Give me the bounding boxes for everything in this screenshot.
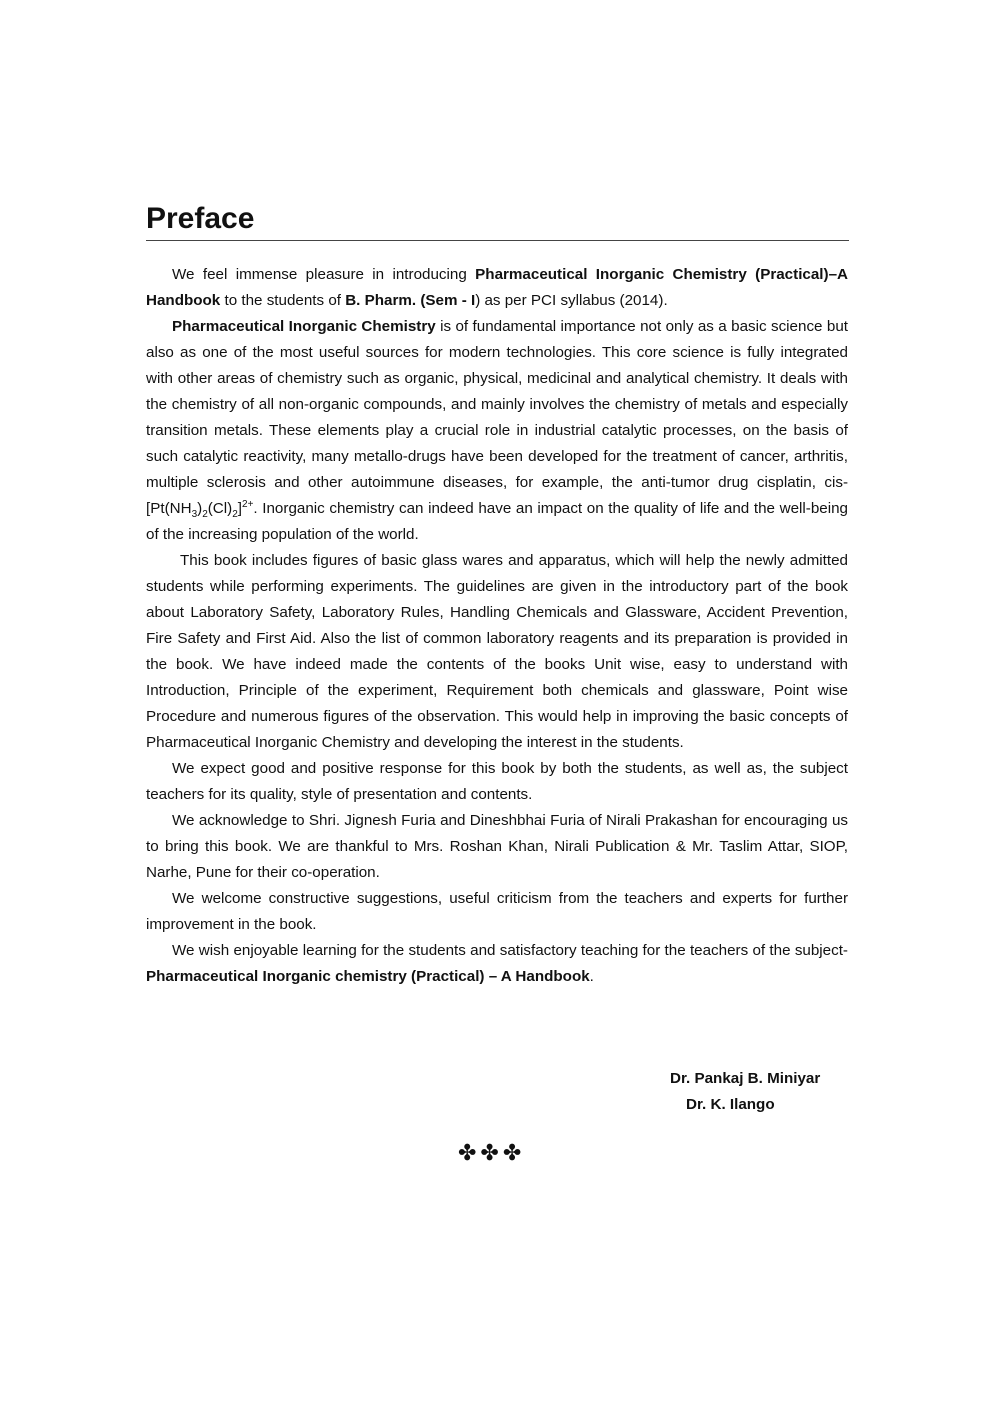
- author-signature: Dr. Pankaj B. Miniyar: [670, 1070, 821, 1087]
- paragraph: [146, 314, 848, 548]
- text-segment: We expect good and positive response for this book by both the students, as well as, the subject teachers for its quality, style of presentation and contents.: [146, 760, 848, 803]
- text-segment: to the students of: [220, 292, 346, 309]
- paragraph: [146, 886, 848, 938]
- text-segment: .: [589, 968, 594, 985]
- author-signature: Dr. K. Ilango: [686, 1096, 775, 1113]
- text-segment: 2: [202, 509, 208, 521]
- text-segment: ]: [237, 500, 243, 517]
- bold-text: B. Pharm. (Sem - I: [345, 292, 476, 309]
- paragraph: [146, 938, 848, 990]
- text-segment: We feel immense pleasure in introducing: [172, 266, 476, 283]
- title-rule: [146, 240, 849, 241]
- text-segment: 3: [191, 509, 198, 521]
- paragraph: [146, 808, 848, 886]
- paragraph: [146, 756, 848, 808]
- text-segment: We wish enjoyable learning for the students and satisfactory teaching for the teachers of the subject-: [172, 942, 848, 959]
- text-segment: We welcome constructive suggestions, useful criticism from the teachers and experts for further improvement in the book.: [146, 890, 848, 933]
- paragraph: [146, 262, 848, 314]
- ornament-icon: ✤✤✤: [458, 1140, 526, 1165]
- bold-text: Pharmaceutical Inorganic Chemistry: [172, 318, 436, 335]
- paragraph: [146, 548, 848, 756]
- text-segment: This book includes figures of basic glass wares and apparatus, which will help the newly admitted students while performing experiments. The guidelines are given in the introductory part of the book about Laboratory Safety, Laboratory Rules, Handling Chemicals and Glassware, Accident Prevention, Fire Safety and First Aid. Also the list of common laboratory reagents and its preparation is provided in the book. We have indeed made the contents of the books Unit wise, easy to understand with Introduction, Principle of the experiment, Requirement both chemicals and glassware, Point wise Procedure and numerous figures of the observation. This would help in improving the basic concepts of Pharmaceutical Inorganic Chemistry and developing the interest in the students.: [146, 552, 848, 751]
- text-segment: . Inorganic chemistry can indeed have an impact on the quality of life and the well-being of the increasing population of the world.: [146, 500, 848, 543]
- text-segment: is of fundamental importance not only as a basic science but also as one of the most useful sources for modern technologies. This core science is fully integrated with other areas of chemistry such as organic, physical, medicinal and analytical chemistry. It deals with the chemistry of all non-organic compounds, and mainly involves the chemistry of metals and especially transition metals. These elements play a crucial role in industrial catalytic processes, on the basis of such catalytic reactivity, many metallo-drugs have been developed for the treatment of cancer, arthritis, multiple sclerosis and other autoimmune diseases, for example, the anti-tumor drug cisplatin, cis-[Pt(NH: [146, 318, 849, 517]
- text-segment: ) as per PCI syllabus (2014).: [475, 292, 668, 309]
- bold-text: Pharmaceutical Inorganic chemistry (Practical) – A Handbook: [146, 968, 590, 985]
- text-segment: ): [197, 500, 203, 517]
- bold-text: Pharmaceutical Inorganic Chemistry (Practical)–A Handbook: [146, 266, 848, 309]
- text-segment: 2: [232, 509, 238, 521]
- text-segment: We acknowledge to Shri. Jignesh Furia and Dineshbhai Furia of Nirali Prakashan for encouraging us to bring this book. We are thankful to Mrs. Roshan Khan, Nirali Publication & Mr. Taslim Attar, SIOP, Narhe, Pune for their co-operation.: [146, 812, 848, 881]
- text-segment: 2+: [242, 498, 254, 510]
- page-title: Preface: [146, 202, 255, 235]
- preface-body: [146, 262, 848, 990]
- text-segment: (Cl): [207, 500, 233, 517]
